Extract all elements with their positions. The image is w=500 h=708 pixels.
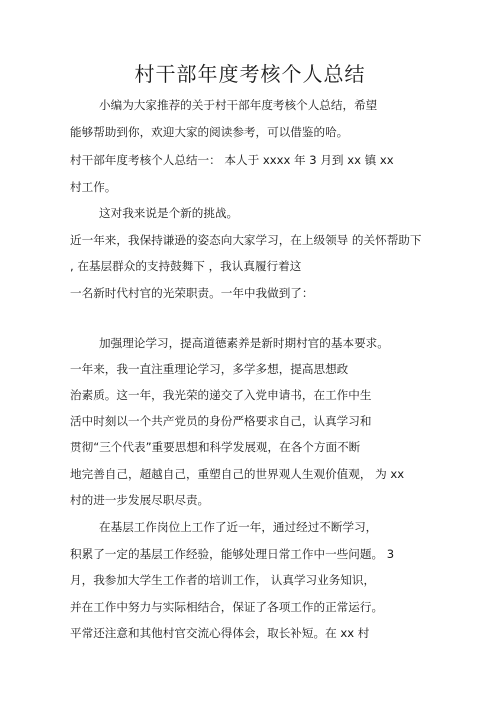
- paragraph-line: 加强理论学习，提高道德素养是新时期村官的基本要求。: [99, 336, 389, 350]
- paragraph-line: 小编为大家推荐的关于村干部年度考核个人总结，希望: [99, 98, 378, 112]
- document-title: 村干部年度考核个人总结: [134, 62, 366, 86]
- paragraph-line: 贯彻“三个代表”重要思想和科学发展观，在各个方面不断: [70, 440, 361, 454]
- paragraph-line: 这对我来说是个新的挑战。: [99, 206, 239, 220]
- paragraph-line: 积累了一定的基层工作经验，能够处理日常工作中一些问题。 3: [70, 547, 395, 561]
- paragraph-line: 在基层工作岗位上工作了近一年，通过经过不断学习，: [99, 520, 378, 534]
- paragraph-line: 一名新时代村官的光荣职责。一年中我做到了：: [70, 286, 314, 300]
- paragraph-line: 治素质。这一年，我光荣的递交了入党申请书，在工作中生: [70, 388, 372, 402]
- paragraph-line: 村干部年度考核个人总结一： 本人于 xxxx 年 3 月到 xx 镇 xx: [70, 153, 394, 167]
- paragraph-line: 村的进一步发展尽职尽责。: [70, 493, 210, 507]
- paragraph-line: , 在基层群众的支持鼓舞下 ，我认真履行着这: [70, 259, 302, 273]
- paragraph-line: 并在工作中努力与实际相结合，保证了各项工作的正常运行。: [70, 600, 384, 614]
- paragraph-line: 能够帮助到你，欢迎大家的阅读参考，可以借鉴的哈。: [70, 125, 349, 139]
- paragraph-line: 一年来，我一直注重理论学习，多学多想，提高思想政: [70, 362, 349, 376]
- paragraph-line: 活中时刻以一个共产党员的身份严格要求自己，认真学习和: [70, 414, 372, 428]
- paragraph-line: 村工作。: [70, 180, 117, 194]
- paragraph-line: 月，我参加大学生工作者的培训工作， 认真学习业务知识，: [70, 573, 376, 587]
- paragraph-line: 地完善自己，超越自己，重塑自己的世界观人生观价值观， 为 xx: [70, 467, 405, 481]
- paragraph-line: 近一年来，我保持谦逊的姿态向大家学习，在上级领导 的关怀帮助下: [70, 233, 422, 247]
- paragraph-line: 平常还注意和其他村官交流心得体会，取长补短。在 xx 村: [70, 626, 370, 640]
